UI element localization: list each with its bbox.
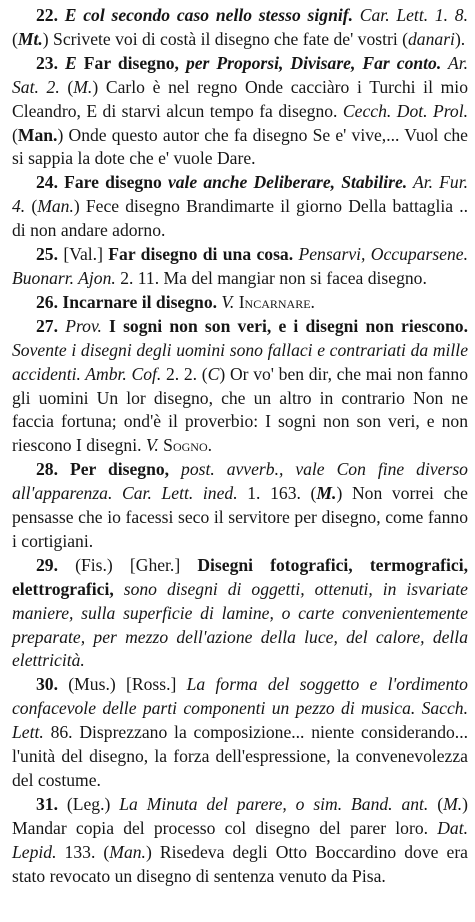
dictionary-entry	[12, 793, 468, 889]
entry-text-segment: Ar. Fur. 4.	[12, 172, 468, 217]
entry-text-segment: Fare disegno	[64, 172, 168, 193]
entry-text-segment: per Proporsi, Divisare, Far conto.	[185, 52, 442, 73]
entry-text-segment: Far disegno di una cosa.	[102, 244, 294, 265]
entry-text-segment: (	[59, 76, 74, 97]
entry-text-segment: post. avverb., vale Con fine diverso all'apparenza. Car. Lett. ined.	[12, 459, 468, 504]
entry-text-segment: Man.	[17, 124, 58, 145]
entry-text-segment: La forma del soggetto e l'ordimento confacevole delle parti componenti un pezzo di musica. Sacch. Lett.	[12, 674, 468, 743]
entry-text-segment: Man.	[109, 841, 146, 862]
entry-text-segment: Far disegno,	[76, 52, 186, 73]
dictionary-entry	[12, 458, 468, 554]
entry-number: 29.	[36, 554, 58, 575]
entry-text-segment: C	[207, 363, 220, 384]
entry-text-segment: (	[25, 196, 38, 217]
entry-text-segment: Car. Lett. 1. 8.	[353, 5, 468, 25]
entry-text-segment: vale anche Deliberare, Stabilire.	[167, 172, 408, 193]
entry-text-segment: [Val.]	[63, 244, 103, 265]
entry-text-segment: (	[428, 793, 444, 814]
entry-text-segment: Disegni fotografici, termografici, elettrografici,	[12, 554, 468, 599]
entry-text-segment: E col secondo caso nello stesso signif.	[64, 5, 354, 25]
entry-text-segment: (Mus.) [Ross.]	[68, 674, 177, 695]
entry-text-segment: danari	[408, 28, 455, 49]
entry-text-segment: Cecch. Dot. Prol.	[337, 100, 468, 121]
dictionary-entry	[12, 673, 468, 793]
entry-number: 24.	[36, 172, 58, 193]
entry-text-segment: Dat. Lepid.	[12, 817, 468, 862]
dictionary-entry	[12, 315, 468, 458]
entry-text-segment: Mt.	[17, 28, 43, 49]
entry-text-segment: (	[12, 28, 18, 49]
entry-text-segment: ) Or vo' ben dir, che mai non fanno gli uomini Un lor disegno, che un altro in contrario Non ne faccia fortuna; ond'è il proverbio: I sogni non son veri, e non riescono I disegni.	[12, 363, 468, 456]
entry-text-segment: Incarnare.	[234, 291, 315, 312]
entry-text-segment: I sogni non son veri, e i disegni non riescono.	[101, 315, 468, 336]
entry-text-segment: ) Scrivete voi di costà il disegno che fate de' vostri (	[42, 28, 408, 49]
entry-number: 22.	[36, 5, 58, 25]
entry-text-segment: M.	[443, 793, 463, 814]
entry-text-segment: Per disegno,	[69, 459, 182, 480]
entry-number: 26.	[36, 291, 58, 312]
entry-number: 30.	[36, 674, 58, 695]
entry-text-segment: 133. (	[56, 841, 110, 862]
entry-text-segment: Ar. Sat. 2.	[12, 52, 469, 97]
entry-text-segment: (Leg.)	[66, 793, 111, 814]
entry-text-segment: Incarnare il disegno.	[62, 291, 218, 312]
dictionary-entry	[12, 554, 468, 674]
entry-text-segment: ) Carlo è nel regno Onde cacciàro i Turchi il mio Cleandro, E di starvi alcun tempo fa disegno.	[12, 76, 468, 121]
entry-text-segment: Sovente i disegni degli uomini sono fallaci e contrariati da mille accidenti. Ambr. Cof.	[12, 339, 468, 384]
entry-text-segment: ).	[454, 28, 466, 49]
entry-text-segment: V.	[217, 291, 235, 312]
dictionary-entry	[12, 52, 468, 172]
entry-number: 27.	[36, 315, 58, 336]
entry-text-segment: Man.	[37, 196, 74, 217]
entry-text-segment: ) Fece disegno Brandimarte il giorno Della battaglia .. di non andare adorno.	[12, 196, 468, 241]
entry-text-segment: M.	[73, 76, 93, 97]
entry-text-segment: ) Mandar copia del processo col disegno del parer loro.	[12, 793, 469, 838]
entry-text-segment: sono disegni di oggetti, ottenuti, in isvariate maniere, sulla superficie di lamine, o carte convenientemente preparate, per mezzo dell'azione della luce, del calore, della elettricità.	[12, 578, 468, 671]
entry-text-segment: V.	[141, 435, 159, 456]
entry-text-segment: Sogno.	[158, 435, 213, 456]
entry-number: 25.	[36, 244, 58, 265]
entry-text-segment: (Fis.) [Gher.]	[75, 554, 181, 575]
entry-number: 23.	[36, 52, 58, 73]
entry-text-segment: ) Non vorrei che pensasse che io facessi seco il servitore per disegno, come fanno i cortigiani.	[12, 483, 468, 551]
entry-text-segment: 2. 11. Ma del mangiar non si facea disegno.	[115, 267, 427, 288]
entry-text-segment: 2. 2. (	[161, 363, 208, 384]
entry-text-segment: Pensarvi, Occuparsene. Buonarr. Ajon.	[12, 244, 468, 288]
entry-text-segment: 1. 163. (	[237, 483, 317, 504]
entry-text-segment: M.	[316, 483, 337, 504]
entry-text-segment: ) Risedeva degli Otto Boccardino dove era stato revocato un disegno di sentenza venuto da Pisa.	[12, 841, 468, 886]
dictionary-entry	[12, 243, 468, 291]
entry-text-segment: ) Onde questo autor che fa disegno Se e' vive,... Vuol che si sappia la dote che e' vuole Dare.	[12, 124, 468, 169]
entry-number: 31.	[36, 793, 58, 814]
dictionary-entry	[12, 4, 468, 52]
dictionary-entry	[12, 291, 468, 315]
entry-text-segment: La Minuta del parere, o sim. Band. ant.	[110, 793, 429, 814]
entry-number: 28.	[36, 459, 58, 480]
entry-text-segment: Prov.	[65, 315, 102, 336]
entry-text-segment: 86. Disprezzano la composizione... niente considerando... l'unità del disegno, la forza dell'espressione, la convenevolezza del costume.	[12, 722, 468, 790]
entry-text-segment: E	[65, 52, 77, 73]
dictionary-entry	[12, 171, 468, 243]
entry-text-segment: (	[12, 124, 18, 145]
